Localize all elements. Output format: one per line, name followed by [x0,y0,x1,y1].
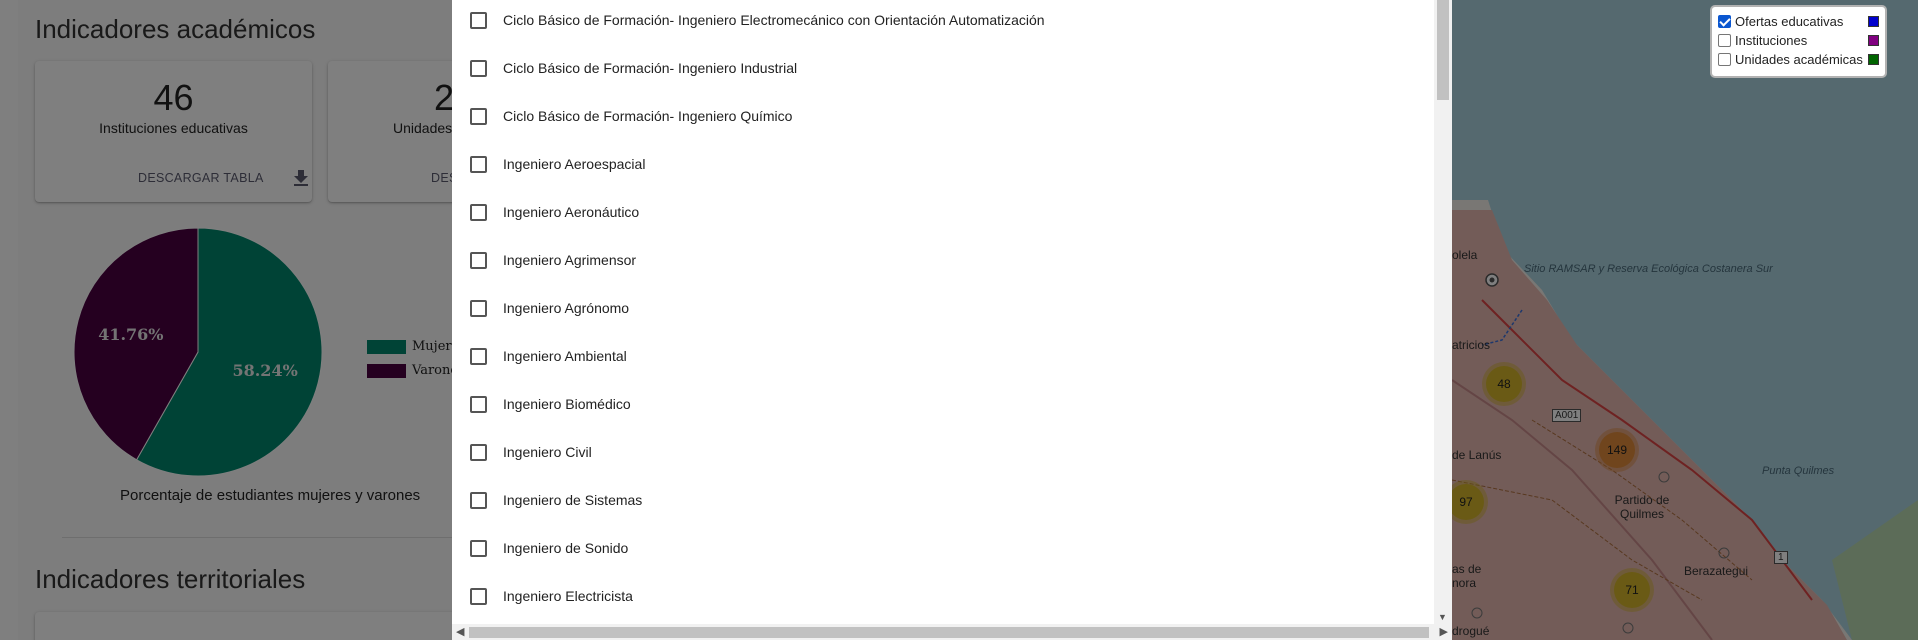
scroll-left-arrow-icon[interactable]: ◀ [456,626,465,638]
scroll-right-arrow-icon[interactable]: ▶ [1439,626,1448,638]
vertical-scrollbar[interactable] [1434,0,1452,624]
offer-checkbox-list[interactable] [452,0,1434,624]
offer-checkbox[interactable] [470,12,487,29]
offer-checkbox[interactable] [470,348,487,365]
offer-label: Ingeniero Agrimensor [503,252,637,268]
offer-list-item[interactable] [470,489,642,511]
layer-checkbox-instituciones[interactable] [1718,34,1731,47]
offer-checkbox[interactable] [470,492,487,509]
offer-list-item[interactable] [470,585,633,607]
offer-label: Ingeniero Aeronáutico [503,204,640,220]
offer-label: Ingeniero de Sonido [503,540,629,556]
offer-label: Ingeniero Ambiental [503,348,627,364]
layer-label-ofertas: Ofertas educativas [1735,14,1844,29]
layer-swatch-unidades [1868,54,1879,65]
layer-label-instituciones: Instituciones [1735,33,1808,48]
vertical-scroll-thumb[interactable] [1437,0,1449,100]
offer-label: Ingeniero Electricista [503,588,633,604]
offer-list-item[interactable] [470,345,627,367]
layer-checkbox-ofertas[interactable] [1718,15,1731,28]
offer-list-item[interactable] [470,105,792,127]
offer-list-item[interactable] [470,297,629,319]
layer-swatch-ofertas [1868,16,1879,27]
layer-checkbox-unidades[interactable] [1718,53,1731,66]
layer-unidades[interactable] [1718,50,1879,69]
layer-label-unidades: Unidades académicas [1735,52,1863,67]
offer-list-item[interactable] [470,153,645,175]
offer-checkbox[interactable] [470,300,487,317]
offer-checkbox[interactable] [470,540,487,557]
offer-list-item[interactable] [470,249,636,271]
offer-label: Ingeniero Aeroespacial [503,156,646,172]
offer-list-item[interactable] [470,57,797,79]
offer-checkbox[interactable] [470,444,487,461]
offer-label: Ciclo Básico de Formación- Ingeniero Electromecánico con Orientación Automatización [503,12,1045,28]
offer-label: Ciclo Básico de Formación- Ingeniero Industrial [503,60,798,76]
offer-checkbox[interactable] [470,252,487,269]
offer-label: Ciclo Básico de Formación- Ingeniero Químico [503,108,793,124]
offer-checkbox[interactable] [470,108,487,125]
scroll-down-arrow-icon[interactable]: ▼ [1438,612,1447,622]
offer-checkbox[interactable] [470,60,487,77]
offer-list-item[interactable] [470,9,1045,31]
offer-list-item[interactable] [470,441,592,463]
offer-checkbox[interactable] [470,396,487,413]
map-layer-control [1710,5,1887,78]
offer-list-item[interactable] [470,537,628,559]
offer-checkbox[interactable] [470,156,487,173]
horizontal-scroll-thumb[interactable] [469,627,1429,638]
offer-label: Ingeniero Civil [503,444,592,460]
offer-label: Ingeniero de Sistemas [503,492,643,508]
layer-swatch-instituciones [1868,35,1879,46]
offer-list-item[interactable] [470,393,631,415]
offer-checkbox[interactable] [470,204,487,221]
layer-instituciones[interactable] [1718,31,1879,50]
offer-label: Ingeniero Agrónomo [503,300,630,316]
horizontal-scrollbar[interactable] [452,624,1452,640]
offer-checkbox[interactable] [470,588,487,605]
offer-label: Ingeniero Biomédico [503,396,631,412]
offer-list-item[interactable] [470,201,639,223]
layer-ofertas[interactable] [1718,12,1879,31]
offer-filter-modal [452,0,1452,640]
